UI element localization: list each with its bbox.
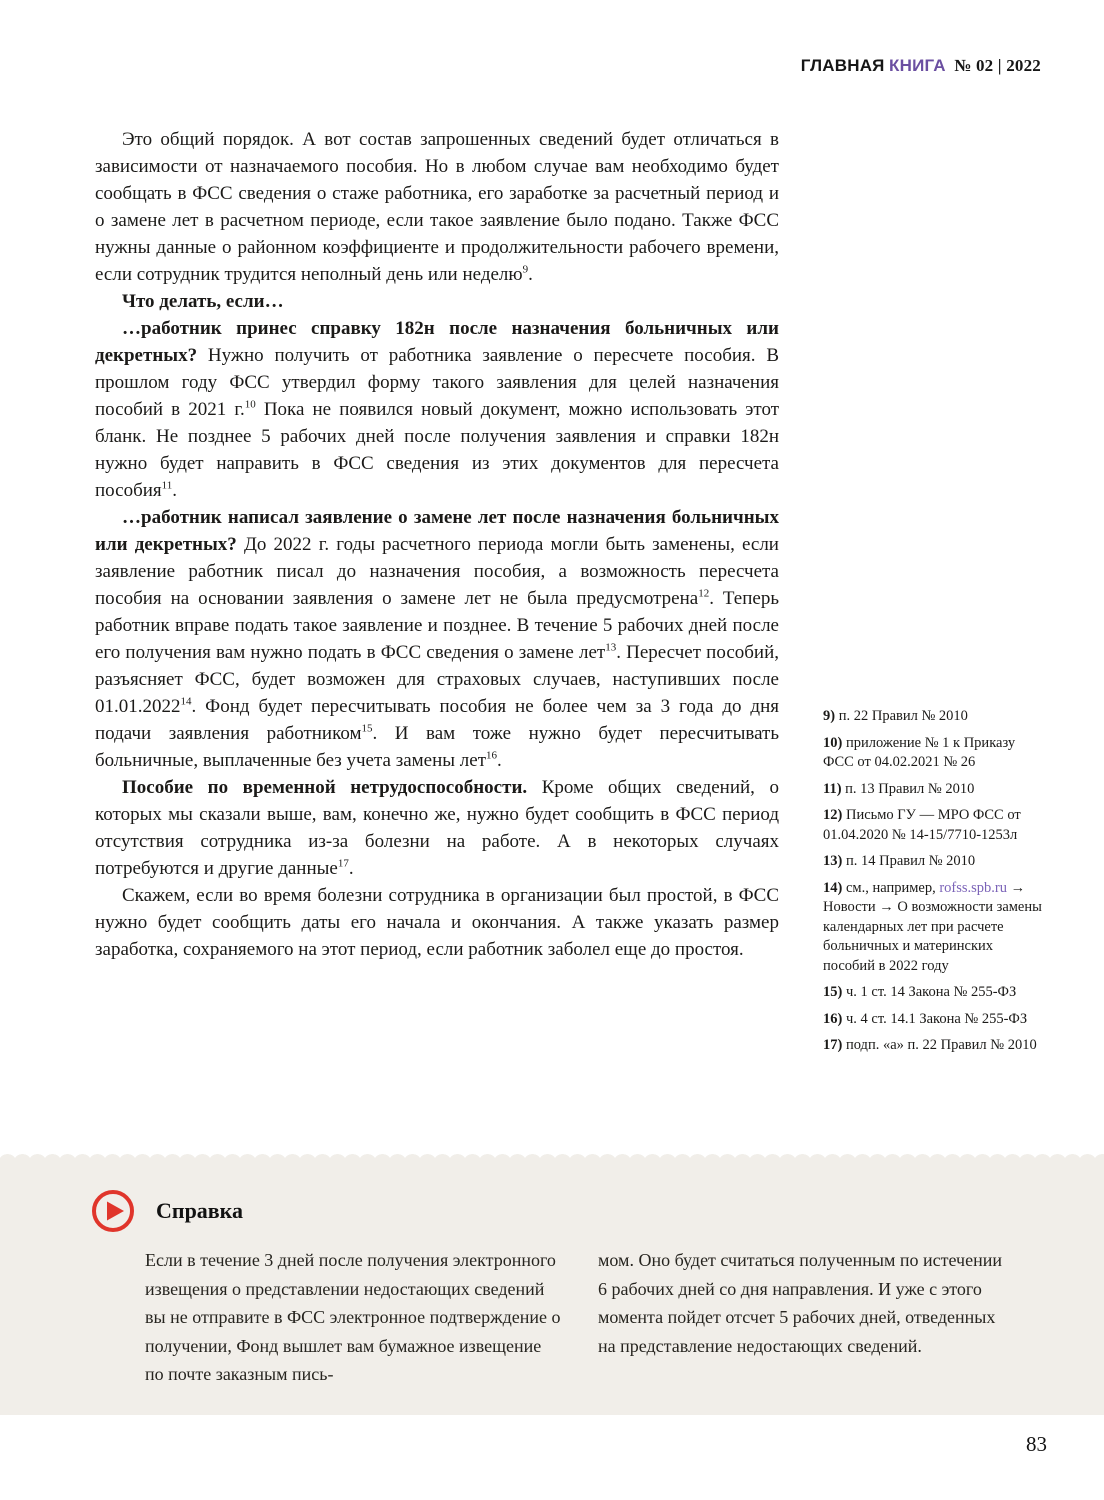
footnote-15: 15) ч. 1 ст. 14 Закона № 255-ФЗ (823, 984, 1017, 1000)
reference-columns (145, 1246, 1015, 1389)
page-number: 83 (1026, 1432, 1047, 1456)
page-header (801, 56, 1041, 76)
footnotes-sidebar (823, 707, 1047, 1063)
paragraph-certificate-182n: …работник принес справку 182н после назначения больничных или декретных? Нужно получить от работника заявление о пересчете пособия. В прошлом году ФСС утвердил форму такого заявления для целей назначения пособий в 2021 г.$^{10}$ Пока не появился новый документ, можно использовать этот бланк. Не позднее 5 рабочих дней после получения заявления и справки 182н нужно будет направить в ФСС сведения из этих документов для пересчета пособия$^{11}$. (95, 318, 779, 501)
footnote-12: 12) Письмо ГУ — МРО ФСС от 01.04.2020 № 14-15/7710-1253л (823, 807, 1021, 843)
reference-title: Справка (156, 1198, 244, 1223)
paragraph-year-replacement: …работник написал заявление о замене лет после назначения больничных или декретных? До 2022 г. годы расчетного периода могли быть заменены, если заявление работник писал до назначения пособия, а возможность пересчета пособия на основании заявления о замене лет не была предусмотрена$^{12}$. Теперь работник вправе подать такое заявление и позднее. В течение 5 рабочих дней после его получения вам нужно подать в ФСС сведения о замене лет$^{13}$. Пересчет пособий, разъясняет ФСС, будет возможен для страховых случаев, наступивших после 01.01.2022$^{14}$. Фонд будет пересчитывать пособия не более чем за 3 года до дня подачи заявления работником$^{15}$. И вам тоже нужно будет пересчитывать больничные, выплаченные без учета замены лет$^{16}$. (95, 507, 780, 771)
footnote-14: 14) см., например, rofss.spb.ru → Новости → О возможности замены календарных лет при расчете больничных и материнских пособий в 2022 году (823, 879, 1042, 974)
paragraph-temporary-disability: Пособие по временной нетрудоспособности. Кроме общих сведений, о которых мы сказали выше, вам, конечно же, нужно будет сообщить в ФСС период отсутствия сотрудника из-за болезни на работе. А в некоторых случаях потребуются и другие данные$^{17}$. (95, 777, 780, 879)
reference-column-right: мом. Оно будет считаться полученным по истечении 6 рабочих дней со дня направления. И уже с этого момента пойдет отсчет 5 рабочих дней, отведенных на представление недостающих сведений. (598, 1250, 1002, 1356)
rofss-spb-link[interactable]: rofss.spb.ru (939, 879, 1008, 896)
subheading-what-to-do: Что делать, если… (122, 291, 284, 312)
reference-header (90, 1188, 243, 1234)
footnote-13: 13) п. 14 Правил № 2010 (823, 853, 976, 869)
paragraph-general-order: Это общий порядок. А вот состав запрошенных сведений будет отличаться в зависимости от назначаемого пособия. Но в любом случае вам необходимо будет сообщать в ФСС сведения о стаже работника, его заработке за расчетный период и о замене лет в расчетном периоде, если такое заявление было подано. Также ФСС нужны данные о районном коэффициенте и продолжительности рабочего времени, если сотрудник трудится неполный день или неделю$^9$. (95, 129, 779, 285)
issue-number: № 02 | 2022 (954, 56, 1041, 75)
footnote-17: 17) подп. «а» п. 22 Правил № 2010 (823, 1037, 1037, 1053)
footnote-9: 9) п. 22 Правил № 2010 (823, 708, 968, 724)
play-circle-icon (90, 1188, 136, 1234)
magazine-title-glavnaya: ГЛАВНАЯ (800, 56, 885, 75)
footnote-16: 16) ч. 4 ст. 14.1 Закона № 255-ФЗ (823, 1010, 1028, 1027)
article-body (95, 126, 779, 963)
footnote-11: 11) п. 13 Правил № 2010 (823, 780, 975, 797)
reference-column-left: Если в течение 3 дней после получения электронного извещения о представлении недостающих сведений вы не отправите в ФСС электронное подтверждение о получении, Фонд вышлет вам бумажное извещение по почте заказным пись- (145, 1250, 561, 1384)
magazine-title-kniga: КНИГА (889, 56, 946, 75)
reference-box (0, 1160, 1104, 1415)
paragraph-downtime: Скажем, если во время болезни сотрудника в организации был простой, в ФСС нужно будет сообщить даты его начала и окончания. А также указать размер заработка, сохраняемого на этот период, если работник заболел еще до простоя. (95, 885, 779, 960)
footnote-10: 10) приложение № 1 к Приказу ФСС от 04.02.2021 № 26 (823, 734, 1016, 770)
